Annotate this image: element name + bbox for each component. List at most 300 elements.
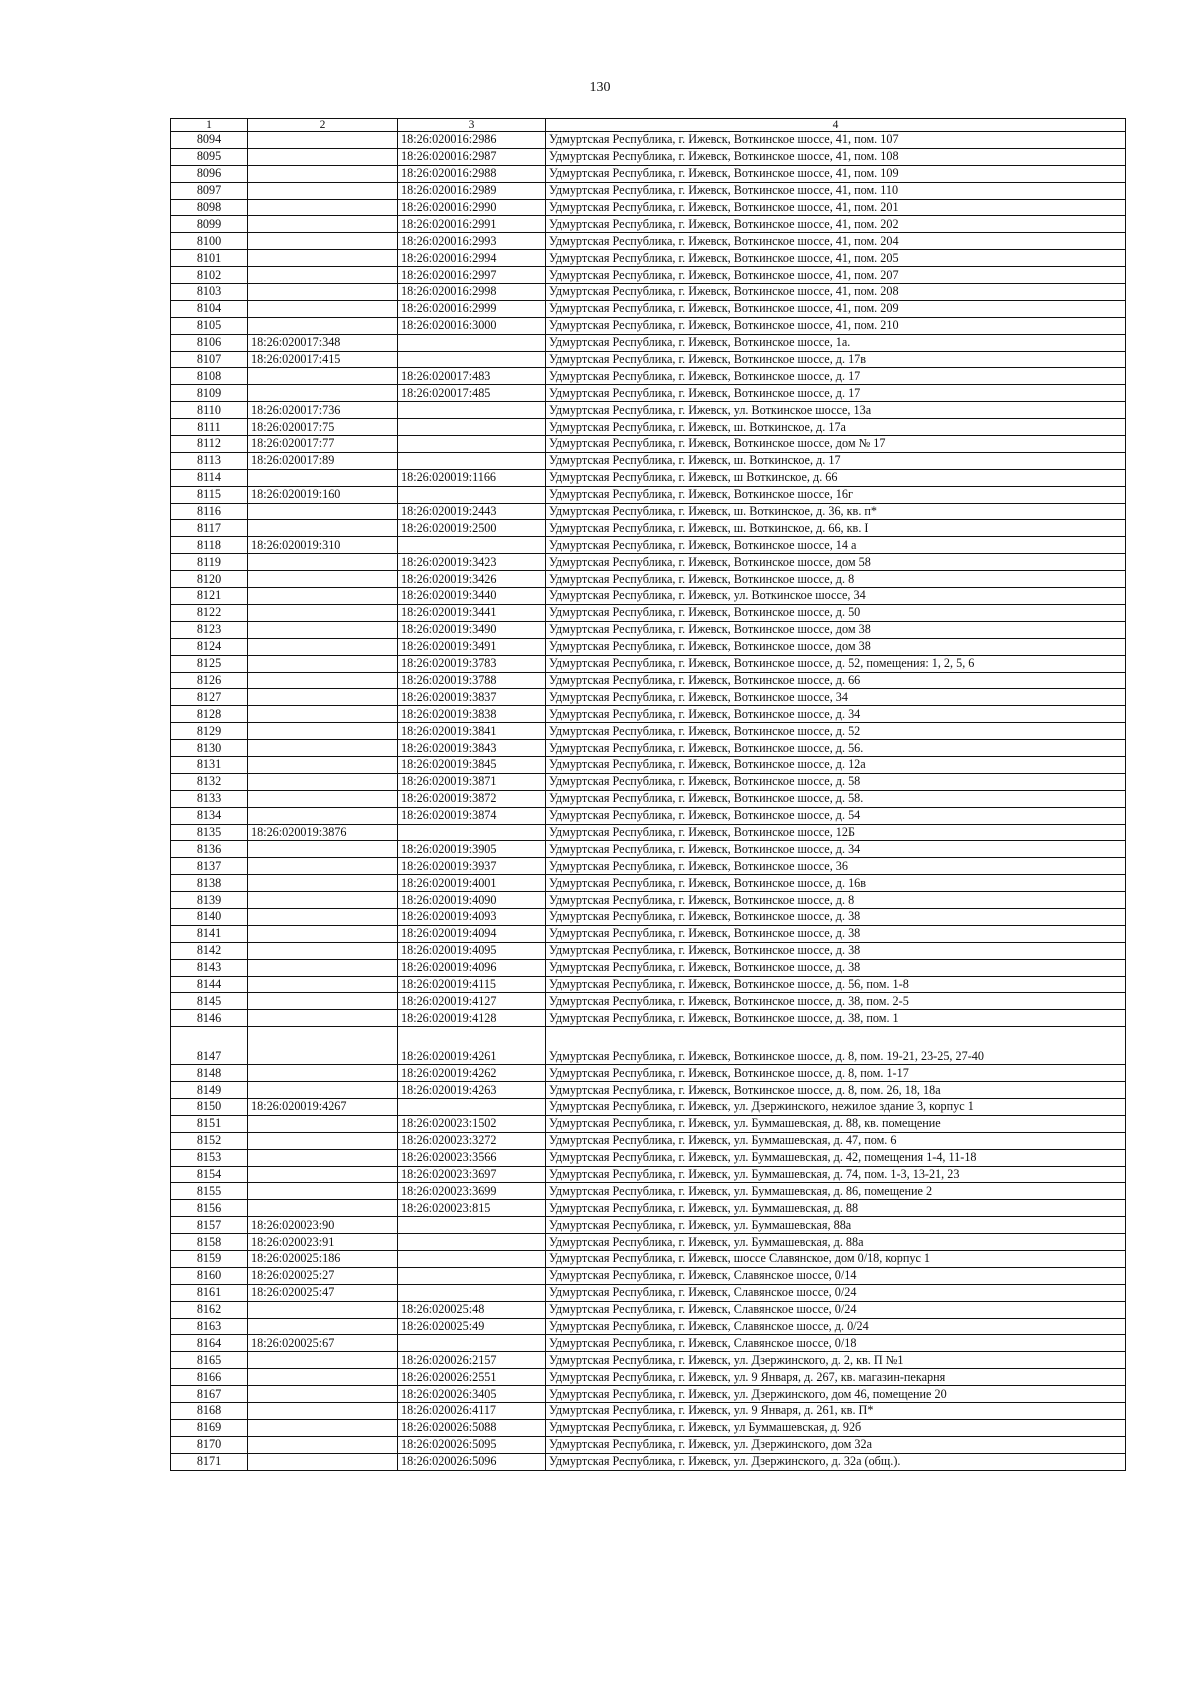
premises-cadastral-number — [398, 1217, 546, 1234]
address: Удмуртская Республика, г. Ижевск, Воткинское шоссе, д. 12а — [546, 756, 1126, 773]
address: Удмуртская Республика, г. Ижевск, Воткинское шоссе, 1а. — [546, 334, 1126, 351]
building-cadastral-number — [248, 1419, 398, 1436]
address: Удмуртская Республика, г. Ижевск, ш Воткинское, д. 66 — [546, 469, 1126, 486]
address: Удмуртская Республика, г. Ижевск, Воткинское шоссе, 41, пом. 109 — [546, 165, 1126, 182]
address: Удмуртская Республика, г. Ижевск, ул. Буммашевская, д. 47, пом. 6 — [546, 1132, 1126, 1149]
table-row — [171, 672, 1126, 689]
row-number: 8118 — [171, 537, 248, 554]
premises-cadastral-number: 18:26:020019:2500 — [398, 520, 546, 537]
building-cadastral-number: 18:26:020019:4267 — [248, 1098, 398, 1115]
building-cadastral-number — [248, 1082, 398, 1099]
table-row — [171, 773, 1126, 790]
column-header-3: 3 — [398, 119, 546, 132]
row-number: 8167 — [171, 1386, 248, 1403]
table-row — [171, 402, 1126, 419]
building-cadastral-number — [248, 267, 398, 284]
building-cadastral-number — [248, 925, 398, 942]
address: Удмуртская Республика, г. Ижевск, ул. Буммашевская, д. 74, пом. 1-3, 13-21, 23 — [546, 1166, 1126, 1183]
row-number: 8137 — [171, 858, 248, 875]
premises-cadastral-number — [398, 824, 546, 841]
table-row — [171, 351, 1126, 368]
table-row — [171, 655, 1126, 672]
row-number: 8114 — [171, 469, 248, 486]
address: Удмуртская Республика, г. Ижевск, ул. 9 Января, д. 261, кв. П* — [546, 1403, 1126, 1420]
premises-cadastral-number: 18:26:020016:2989 — [398, 182, 546, 199]
table-row — [171, 908, 1126, 925]
address: Удмуртская Республика, г. Ижевск, Воткинское шоссе, 41, пом. 108 — [546, 148, 1126, 165]
table-row — [171, 1217, 1126, 1234]
building-cadastral-number — [248, 1149, 398, 1166]
row-number: 8094 — [171, 132, 248, 149]
building-cadastral-number — [248, 284, 398, 301]
building-cadastral-number — [248, 182, 398, 199]
building-cadastral-number — [248, 604, 398, 621]
row-number: 8141 — [171, 925, 248, 942]
building-cadastral-number: 18:26:020017:736 — [248, 402, 398, 419]
table-row — [171, 1318, 1126, 1335]
row-number: 8168 — [171, 1403, 248, 1420]
building-cadastral-number — [248, 1436, 398, 1453]
row-number: 8143 — [171, 959, 248, 976]
row-number: 8160 — [171, 1267, 248, 1284]
row-number: 8107 — [171, 351, 248, 368]
row-number: 8104 — [171, 300, 248, 317]
row-number: 8120 — [171, 571, 248, 588]
table-row — [171, 689, 1126, 706]
address: Удмуртская Республика, г. Ижевск, Воткинское шоссе, 41, пом. 205 — [546, 250, 1126, 267]
building-cadastral-number — [248, 1065, 398, 1082]
premises-cadastral-number: 18:26:020019:4096 — [398, 959, 546, 976]
row-number: 8130 — [171, 740, 248, 757]
table-row — [171, 993, 1126, 1010]
premises-cadastral-number: 18:26:020019:4262 — [398, 1065, 546, 1082]
address: Удмуртская Республика, г. Ижевск, Воткинское шоссе, д. 34 — [546, 841, 1126, 858]
address: Удмуртская Республика, г. Ижевск, Воткинское шоссе, 41, пом. 207 — [546, 267, 1126, 284]
register-body — [171, 132, 1126, 1471]
row-number: 8139 — [171, 892, 248, 909]
table-row — [171, 1335, 1126, 1352]
building-cadastral-number — [248, 858, 398, 875]
row-number: 8145 — [171, 993, 248, 1010]
table-row — [171, 942, 1126, 959]
address: Удмуртская Республика, г. Ижевск, Воткинское шоссе, д. 38 — [546, 925, 1126, 942]
table-row — [171, 756, 1126, 773]
building-cadastral-number — [248, 689, 398, 706]
address: Удмуртская Республика, г. Ижевск, Воткинское шоссе, д. 56. — [546, 740, 1126, 757]
address: Удмуртская Республика, г. Ижевск, Воткинское шоссе, 41, пом. 201 — [546, 199, 1126, 216]
table-row — [171, 368, 1126, 385]
premises-cadastral-number: 18:26:020019:3845 — [398, 756, 546, 773]
address: Удмуртская Республика, г. Ижевск, Воткинское шоссе, д. 58. — [546, 790, 1126, 807]
row-number: 8098 — [171, 199, 248, 216]
building-cadastral-number — [248, 554, 398, 571]
table-row — [171, 503, 1126, 520]
row-number: 8126 — [171, 672, 248, 689]
address: Удмуртская Республика, г. Ижевск, ул. Дзержинского, д. 2, кв. П №1 — [546, 1352, 1126, 1369]
premises-cadastral-number: 18:26:020019:3490 — [398, 621, 546, 638]
table-row — [171, 436, 1126, 453]
building-cadastral-number: 18:26:020025:67 — [248, 1335, 398, 1352]
table-row — [171, 807, 1126, 824]
premises-cadastral-number: 18:26:020019:4261 — [398, 1027, 546, 1065]
address: Удмуртская Республика, г. Ижевск, Воткинское шоссе, д. 56, пом. 1-8 — [546, 976, 1126, 993]
row-number: 8101 — [171, 250, 248, 267]
premises-cadastral-number — [398, 452, 546, 469]
column-header-1: 1 — [171, 119, 248, 132]
row-number: 8158 — [171, 1234, 248, 1251]
row-number: 8133 — [171, 790, 248, 807]
premises-cadastral-number: 18:26:020019:4001 — [398, 875, 546, 892]
table-row — [171, 419, 1126, 436]
premises-cadastral-number: 18:26:020019:4115 — [398, 976, 546, 993]
building-cadastral-number — [248, 216, 398, 233]
row-number: 8135 — [171, 824, 248, 841]
premises-cadastral-number: 18:26:020019:3872 — [398, 790, 546, 807]
address: Удмуртская Республика, г. Ижевск, Воткинское шоссе, д. 8 — [546, 892, 1126, 909]
premises-cadastral-number: 18:26:020016:2990 — [398, 199, 546, 216]
premises-cadastral-number: 18:26:020023:3566 — [398, 1149, 546, 1166]
building-cadastral-number: 18:26:020023:90 — [248, 1217, 398, 1234]
table-row — [171, 1267, 1126, 1284]
premises-cadastral-number: 18:26:020019:1166 — [398, 469, 546, 486]
premises-cadastral-number — [398, 402, 546, 419]
table-row — [171, 469, 1126, 486]
premises-cadastral-number: 18:26:020026:5096 — [398, 1453, 546, 1470]
premises-cadastral-number — [398, 1098, 546, 1115]
premises-cadastral-number — [398, 1284, 546, 1301]
address: Удмуртская Республика, г. Ижевск, Воткинское шоссе, дом № 17 — [546, 436, 1126, 453]
building-cadastral-number — [248, 672, 398, 689]
table-row — [171, 1027, 1126, 1065]
premises-cadastral-number: 18:26:020019:3838 — [398, 706, 546, 723]
address: Удмуртская Республика, г. Ижевск, ул. Буммашевская, д. 42, помещения 1-4, 11-18 — [546, 1149, 1126, 1166]
table-row — [171, 452, 1126, 469]
table-row — [171, 554, 1126, 571]
table-row — [171, 1369, 1126, 1386]
row-number: 8152 — [171, 1132, 248, 1149]
building-cadastral-number: 18:26:020017:75 — [248, 419, 398, 436]
row-number: 8162 — [171, 1301, 248, 1318]
premises-cadastral-number: 18:26:020025:49 — [398, 1318, 546, 1335]
premises-cadastral-number: 18:26:020019:4128 — [398, 1010, 546, 1027]
table-row — [171, 182, 1126, 199]
table-row — [171, 148, 1126, 165]
building-cadastral-number: 18:26:020017:348 — [248, 334, 398, 351]
premises-cadastral-number: 18:26:020019:4094 — [398, 925, 546, 942]
address: Удмуртская Республика, г. Ижевск, Воткинское шоссе, д. 38 — [546, 908, 1126, 925]
row-number: 8157 — [171, 1217, 248, 1234]
column-header-4: 4 — [546, 119, 1126, 132]
row-number: 8136 — [171, 841, 248, 858]
premises-cadastral-number: 18:26:020019:2443 — [398, 503, 546, 520]
building-cadastral-number — [248, 1027, 398, 1065]
address: Удмуртская Республика, г. Ижевск, ул. Дзержинского, д. 32а (общ.). — [546, 1453, 1126, 1470]
table-row — [171, 1115, 1126, 1132]
address: Удмуртская Республика, г. Ижевск, Воткинское шоссе, 41, пом. 110 — [546, 182, 1126, 199]
address: Удмуртская Республика, г. Ижевск, ул. Дзержинского, нежилое здание 3, корпус 1 — [546, 1098, 1126, 1115]
row-number: 8115 — [171, 486, 248, 503]
row-number: 8149 — [171, 1082, 248, 1099]
premises-cadastral-number: 18:26:020016:2999 — [398, 300, 546, 317]
building-cadastral-number — [248, 1369, 398, 1386]
building-cadastral-number — [248, 1318, 398, 1335]
premises-cadastral-number: 18:26:020026:3405 — [398, 1386, 546, 1403]
table-row — [171, 1166, 1126, 1183]
row-number: 8122 — [171, 604, 248, 621]
table-row — [171, 1183, 1126, 1200]
row-number: 8111 — [171, 419, 248, 436]
row-number: 8166 — [171, 1369, 248, 1386]
premises-cadastral-number: 18:26:020016:3000 — [398, 317, 546, 334]
row-number: 8119 — [171, 554, 248, 571]
address: Удмуртская Республика, г. Ижевск, Воткинское шоссе, 41, пом. 107 — [546, 132, 1126, 149]
table-row — [171, 199, 1126, 216]
premises-cadastral-number — [398, 486, 546, 503]
address: Удмуртская Республика, г. Ижевск, Славянское шоссе, 0/24 — [546, 1284, 1126, 1301]
address: Удмуртская Республика, г. Ижевск, Воткинское шоссе, дом 38 — [546, 638, 1126, 655]
building-cadastral-number: 18:26:020025:27 — [248, 1267, 398, 1284]
premises-cadastral-number: 18:26:020016:2987 — [398, 148, 546, 165]
row-number: 8129 — [171, 723, 248, 740]
table-row — [171, 537, 1126, 554]
address: Удмуртская Республика, г. Ижевск, Славянское шоссе, 0/24 — [546, 1301, 1126, 1318]
premises-cadastral-number: 18:26:020019:3937 — [398, 858, 546, 875]
address: Удмуртская Республика, г. Ижевск, Воткинское шоссе, 14 а — [546, 537, 1126, 554]
table-row — [171, 1352, 1126, 1369]
page-number: 130 — [589, 80, 611, 95]
premises-cadastral-number: 18:26:020016:2998 — [398, 284, 546, 301]
row-number: 8103 — [171, 284, 248, 301]
premises-cadastral-number: 18:26:020026:2551 — [398, 1369, 546, 1386]
address: Удмуртская Республика, г. Ижевск, ул. Буммашевская, д. 88, кв. помещение — [546, 1115, 1126, 1132]
address: Удмуртская Республика, г. Ижевск, Воткинское шоссе, д. 52, помещения: 1, 2, 5, 6 — [546, 655, 1126, 672]
building-cadastral-number — [248, 740, 398, 757]
building-cadastral-number — [248, 756, 398, 773]
row-number: 8121 — [171, 588, 248, 605]
address: Удмуртская Республика, г. Ижевск, ул. Воткинское шоссе, 13а — [546, 402, 1126, 419]
address: Удмуртская Республика, г. Ижевск, Воткинское шоссе, 12Б — [546, 824, 1126, 841]
table-row — [171, 740, 1126, 757]
premises-cadastral-number: 18:26:020019:4093 — [398, 908, 546, 925]
building-cadastral-number — [248, 1115, 398, 1132]
address: Удмуртская Республика, г. Ижевск, Воткинское шоссе, д. 38, пом. 1 — [546, 1010, 1126, 1027]
table-row — [171, 1132, 1126, 1149]
building-cadastral-number: 18:26:020017:89 — [248, 452, 398, 469]
building-cadastral-number — [248, 1200, 398, 1217]
address: Удмуртская Республика, г. Ижевск, Воткинское шоссе, д. 8 — [546, 571, 1126, 588]
premises-cadastral-number: 18:26:020026:2157 — [398, 1352, 546, 1369]
table-row — [171, 925, 1126, 942]
address: Удмуртская Республика, г. Ижевск, Воткинское шоссе, 36 — [546, 858, 1126, 875]
premises-cadastral-number: 18:26:020019:3441 — [398, 604, 546, 621]
building-cadastral-number — [248, 368, 398, 385]
row-number: 8165 — [171, 1352, 248, 1369]
building-cadastral-number — [248, 892, 398, 909]
premises-cadastral-number: 18:26:020026:5095 — [398, 1436, 546, 1453]
address: Удмуртская Республика, г. Ижевск, Славянское шоссе, 0/14 — [546, 1267, 1126, 1284]
premises-cadastral-number: 18:26:020026:4117 — [398, 1403, 546, 1420]
table-row — [171, 976, 1126, 993]
premises-cadastral-number: 18:26:020023:3699 — [398, 1183, 546, 1200]
building-cadastral-number — [248, 571, 398, 588]
address: Удмуртская Республика, г. Ижевск, Воткинское шоссе, д. 38, пом. 2-5 — [546, 993, 1126, 1010]
row-number: 8102 — [171, 267, 248, 284]
table-row — [171, 638, 1126, 655]
row-number: 8099 — [171, 216, 248, 233]
building-cadastral-number — [248, 148, 398, 165]
table-row — [171, 588, 1126, 605]
premises-cadastral-number: 18:26:020016:2993 — [398, 233, 546, 250]
building-cadastral-number — [248, 1183, 398, 1200]
table-row — [171, 1065, 1126, 1082]
building-cadastral-number — [248, 1386, 398, 1403]
row-number: 8134 — [171, 807, 248, 824]
table-row — [171, 1200, 1126, 1217]
premises-cadastral-number — [398, 1267, 546, 1284]
address: Удмуртская Республика, г. Ижевск, Славянское шоссе, 0/18 — [546, 1335, 1126, 1352]
table-row — [171, 1436, 1126, 1453]
table-row — [171, 1403, 1126, 1420]
table-row — [171, 790, 1126, 807]
row-number: 8125 — [171, 655, 248, 672]
table-row — [171, 1098, 1126, 1115]
address: Удмуртская Республика, г. Ижевск, Воткинское шоссе, 41, пом. 210 — [546, 317, 1126, 334]
building-cadastral-number — [248, 165, 398, 182]
building-cadastral-number: 18:26:020025:186 — [248, 1251, 398, 1268]
premises-cadastral-number: 18:26:020026:5088 — [398, 1419, 546, 1436]
building-cadastral-number: 18:26:020017:415 — [248, 351, 398, 368]
address: Удмуртская Республика, г. Ижевск, ул. Дзержинского, дом 32а — [546, 1436, 1126, 1453]
address: Удмуртская Республика, г. Ижевск, Воткинское шоссе, д. 38 — [546, 959, 1126, 976]
premises-cadastral-number — [398, 1335, 546, 1352]
row-number: 8161 — [171, 1284, 248, 1301]
table-row — [171, 723, 1126, 740]
premises-cadastral-number — [398, 419, 546, 436]
address: Удмуртская Республика, г. Ижевск, ш. Воткинское, д. 17 — [546, 452, 1126, 469]
row-number: 8147 — [171, 1027, 248, 1065]
building-cadastral-number — [248, 1166, 398, 1183]
row-number: 8106 — [171, 334, 248, 351]
row-number: 8169 — [171, 1419, 248, 1436]
row-number: 8154 — [171, 1166, 248, 1183]
premises-cadastral-number: 18:26:020019:4127 — [398, 993, 546, 1010]
premises-cadastral-number: 18:26:020017:483 — [398, 368, 546, 385]
premises-cadastral-number: 18:26:020019:3491 — [398, 638, 546, 655]
premises-cadastral-number: 18:26:020023:3697 — [398, 1166, 546, 1183]
premises-cadastral-number: 18:26:020019:3841 — [398, 723, 546, 740]
building-cadastral-number: 18:26:020019:3876 — [248, 824, 398, 841]
building-cadastral-number — [248, 1352, 398, 1369]
address: Удмуртская Республика, г. Ижевск, Воткинское шоссе, д. 58 — [546, 773, 1126, 790]
table-row — [171, 1234, 1126, 1251]
premises-cadastral-number: 18:26:020019:3843 — [398, 740, 546, 757]
premises-cadastral-number: 18:26:020019:3837 — [398, 689, 546, 706]
building-cadastral-number — [248, 300, 398, 317]
address: Удмуртская Республика, г. Ижевск, ш. Воткинское, д. 36, кв. п* — [546, 503, 1126, 520]
premises-cadastral-number: 18:26:020017:485 — [398, 385, 546, 402]
row-number: 8170 — [171, 1436, 248, 1453]
premises-cadastral-number: 18:26:020019:3783 — [398, 655, 546, 672]
premises-cadastral-number — [398, 436, 546, 453]
building-cadastral-number — [248, 942, 398, 959]
building-cadastral-number — [248, 976, 398, 993]
table-row — [171, 1386, 1126, 1403]
premises-cadastral-number: 18:26:020025:48 — [398, 1301, 546, 1318]
table-row — [171, 1251, 1126, 1268]
premises-cadastral-number: 18:26:020019:3905 — [398, 841, 546, 858]
row-number: 8155 — [171, 1183, 248, 1200]
address: Удмуртская Республика, г. Ижевск, Воткинское шоссе, д. 50 — [546, 604, 1126, 621]
row-number: 8096 — [171, 165, 248, 182]
premises-cadastral-number: 18:26:020016:2986 — [398, 132, 546, 149]
row-number: 8116 — [171, 503, 248, 520]
address: Удмуртская Республика, г. Ижевск, ул. Буммашевская, д. 88 — [546, 1200, 1126, 1217]
building-cadastral-number — [248, 638, 398, 655]
row-number: 8105 — [171, 317, 248, 334]
address: Удмуртская Республика, г. Ижевск, Воткинское шоссе, д. 54 — [546, 807, 1126, 824]
address: Удмуртская Республика, г. Ижевск, Воткинское шоссе, д. 8, пом. 19-21, 23-25, 27-40 — [546, 1027, 1126, 1065]
building-cadastral-number — [248, 993, 398, 1010]
row-number: 8156 — [171, 1200, 248, 1217]
building-cadastral-number — [248, 723, 398, 740]
address: Удмуртская Республика, г. Ижевск, ул. Буммашевская, д. 88а — [546, 1234, 1126, 1251]
row-number: 8124 — [171, 638, 248, 655]
table-row — [171, 334, 1126, 351]
building-cadastral-number: 18:26:020019:310 — [248, 537, 398, 554]
table-row — [171, 1419, 1126, 1436]
table-row — [171, 875, 1126, 892]
address: Удмуртская Республика, г. Ижевск, Воткинское шоссе, д. 38 — [546, 942, 1126, 959]
building-cadastral-number — [248, 706, 398, 723]
row-number: 8132 — [171, 773, 248, 790]
premises-cadastral-number: 18:26:020019:3871 — [398, 773, 546, 790]
table-row — [171, 1010, 1126, 1027]
address: Удмуртская Республика, г. Ижевск, Воткинское шоссе, 41, пом. 208 — [546, 284, 1126, 301]
building-cadastral-number — [248, 807, 398, 824]
address: Удмуртская Республика, г. Ижевск, Славянское шоссе, д. 0/24 — [546, 1318, 1126, 1335]
address: Удмуртская Республика, г. Ижевск, ш. Воткинское, д. 66, кв. I — [546, 520, 1126, 537]
table-row — [171, 1284, 1126, 1301]
row-number: 8108 — [171, 368, 248, 385]
table-row — [171, 233, 1126, 250]
row-number: 8097 — [171, 182, 248, 199]
row-number: 8151 — [171, 1115, 248, 1132]
address: Удмуртская Республика, г. Ижевск, Воткинское шоссе, д. 8, пом. 1-17 — [546, 1065, 1126, 1082]
building-cadastral-number — [248, 1132, 398, 1149]
table-row — [171, 165, 1126, 182]
building-cadastral-number — [248, 959, 398, 976]
row-number: 8123 — [171, 621, 248, 638]
table-row — [171, 284, 1126, 301]
premises-cadastral-number: 18:26:020016:2988 — [398, 165, 546, 182]
address: Удмуртская Республика, г. Ижевск, Воткинское шоссе, 41, пом. 209 — [546, 300, 1126, 317]
address: Удмуртская Республика, г. Ижевск, Воткинское шоссе, дом 58 — [546, 554, 1126, 571]
premises-cadastral-number: 18:26:020019:3440 — [398, 588, 546, 605]
building-cadastral-number — [248, 199, 398, 216]
table-row — [171, 959, 1126, 976]
address: Удмуртская Республика, г. Ижевск, ул. Дзержинского, дом 46, помещение 20 — [546, 1386, 1126, 1403]
table-row — [171, 1082, 1126, 1099]
table-row — [171, 1453, 1126, 1470]
premises-cadastral-number: 18:26:020023:815 — [398, 1200, 546, 1217]
address: Удмуртская Республика, г. Ижевск, Воткинское шоссе, д. 17 — [546, 368, 1126, 385]
premises-cadastral-number — [398, 334, 546, 351]
table-row — [171, 571, 1126, 588]
row-number: 8100 — [171, 233, 248, 250]
row-number: 8159 — [171, 1251, 248, 1268]
address: Удмуртская Республика, г. Ижевск, Воткинское шоссе, 16г — [546, 486, 1126, 503]
table-row — [171, 520, 1126, 537]
